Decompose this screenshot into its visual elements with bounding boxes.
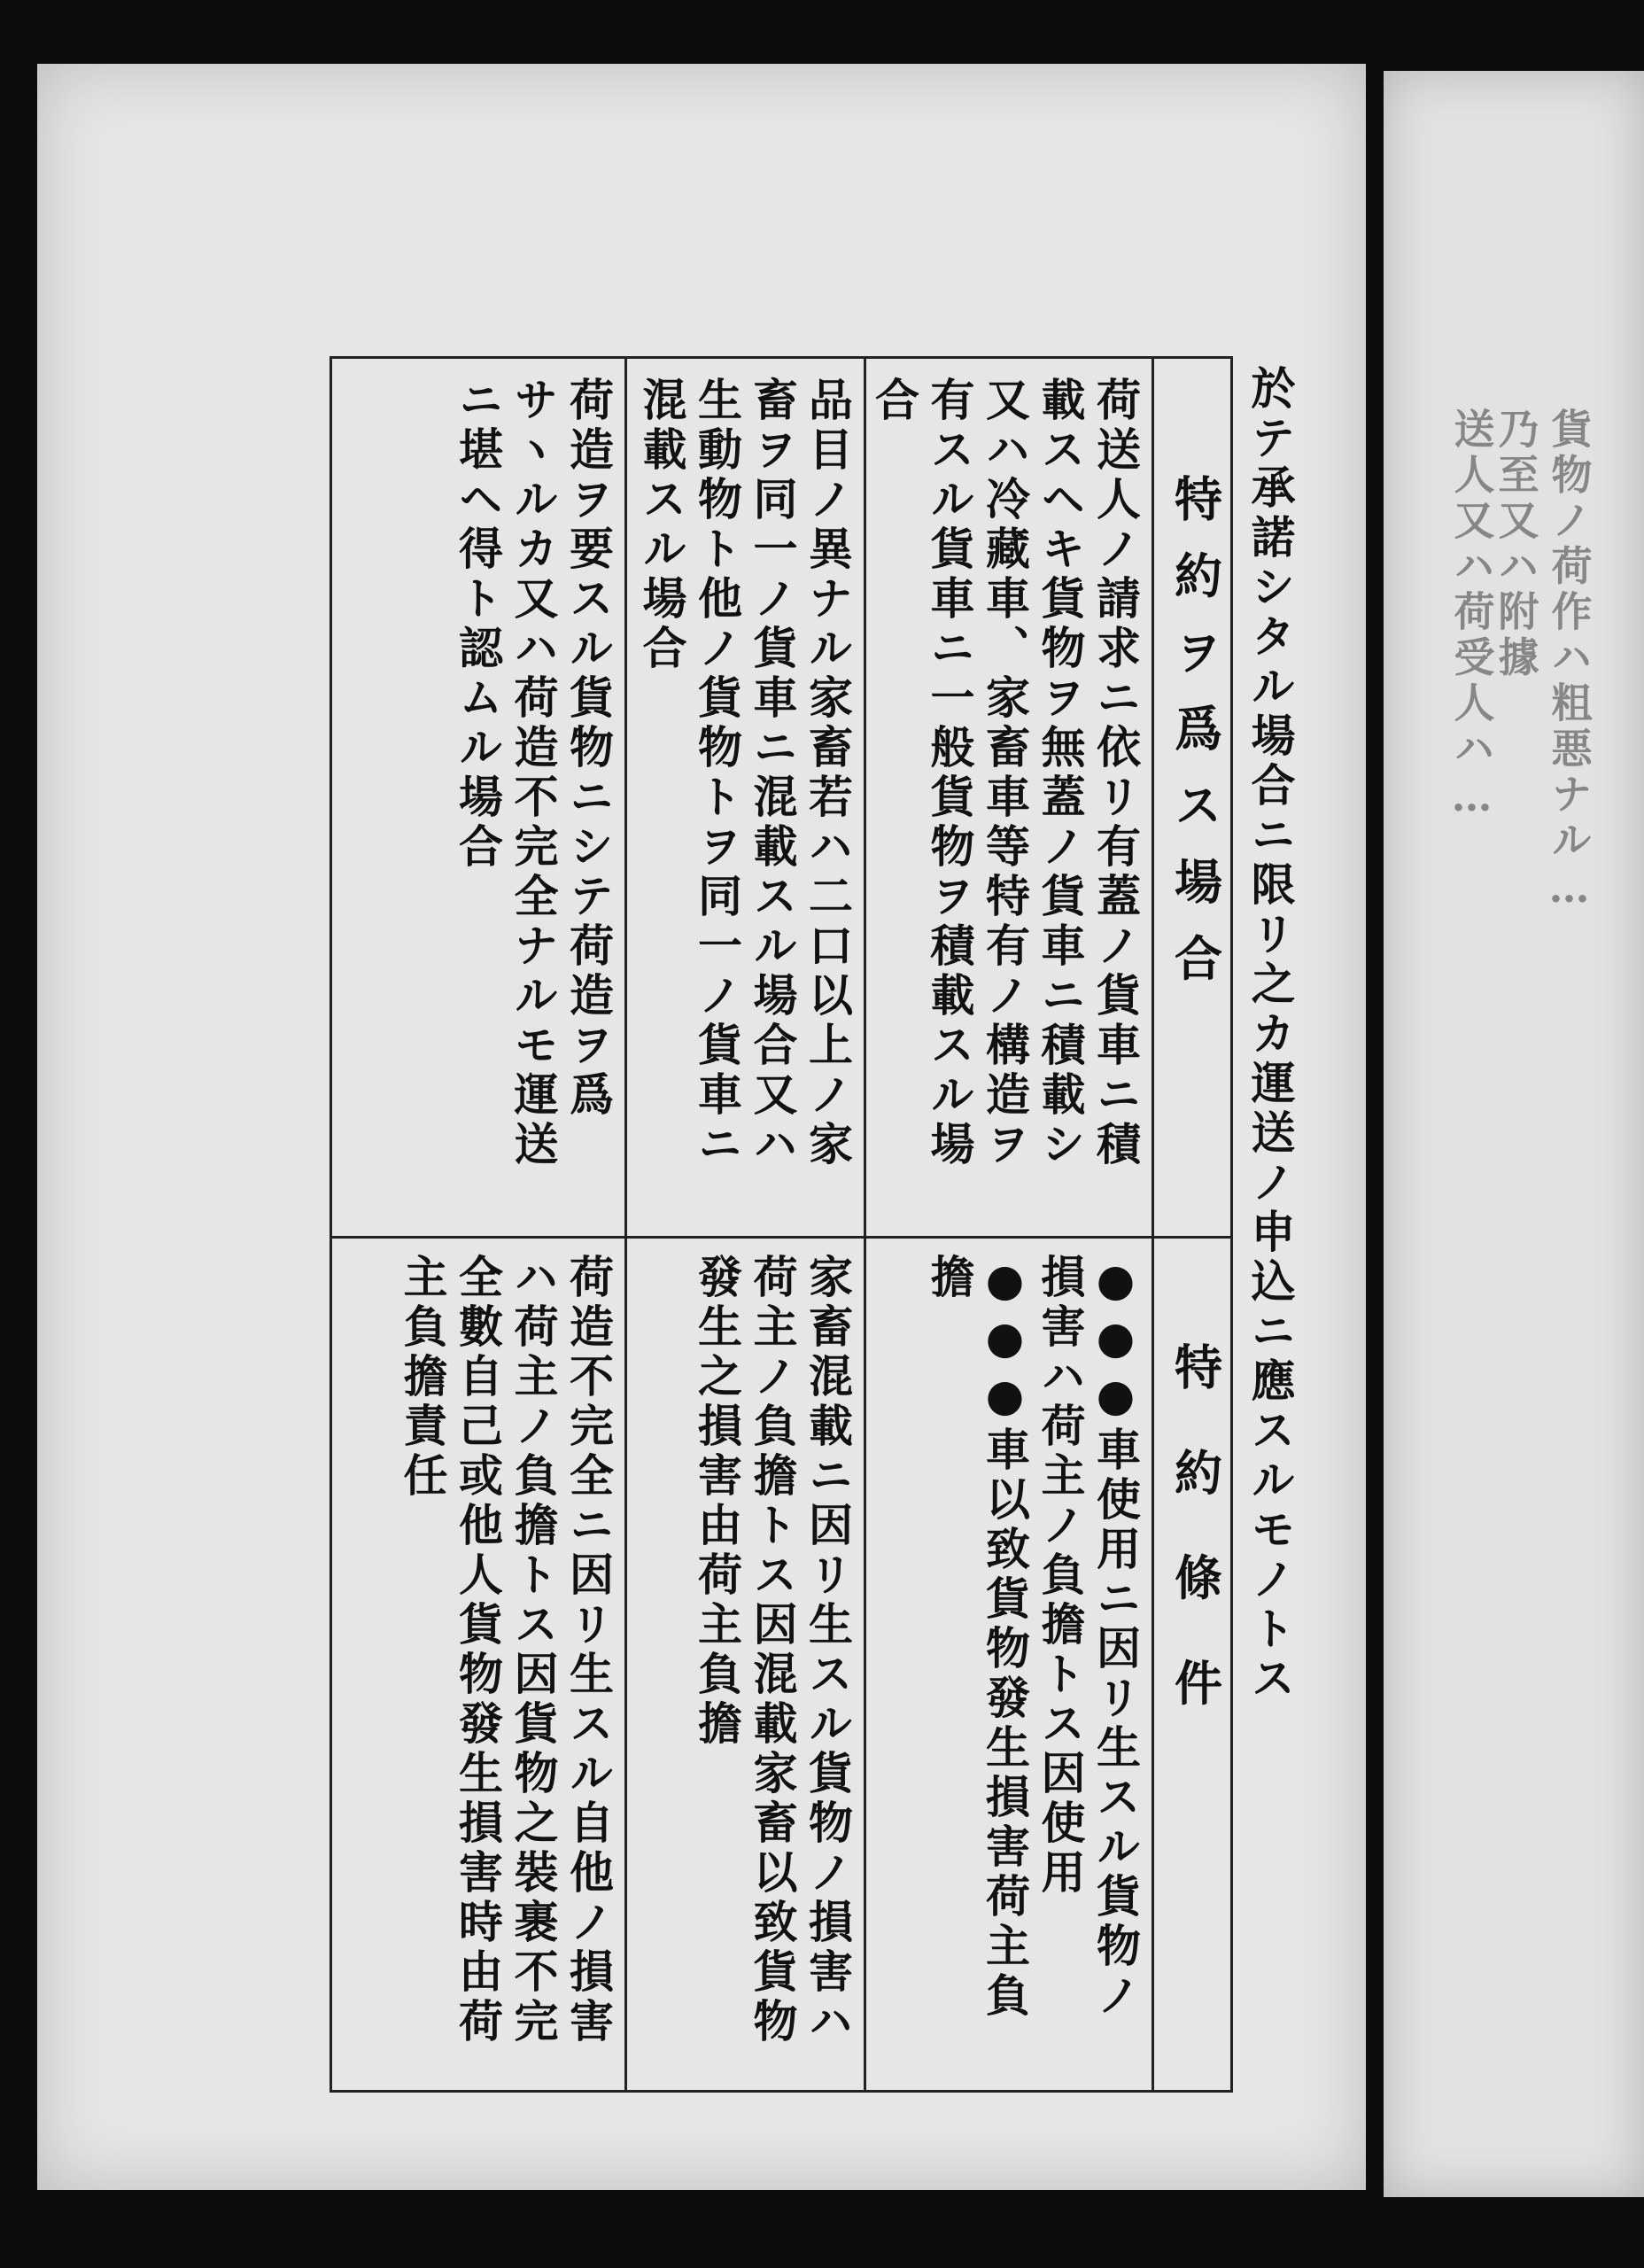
- adjacent-page: [1384, 71, 1644, 2197]
- table-divider-col2: [624, 359, 627, 2090]
- bottom-row-1: ●●●車使用ニ因リ生スル貨物ノ損害ハ荷主ノ負擔トス因使用●●●車以致貨物發生損害荷主負擔: [923, 1254, 1142, 2022]
- adjacent-fragment-1: 貨物ノ荷作ハ粗悪ナル…: [1545, 408, 1594, 917]
- table-divider-header: [1152, 359, 1154, 2090]
- header-top: 特約ヲ爲ス場合: [1167, 474, 1224, 1010]
- top-row-1: 荷送人ノ請求ニ依リ有蓋ノ貨車ニ積載スヘキ貨物ヲ無蓋ノ貨車ニ積載シ又ハ冷藏車、家畜車等特有ノ構造ヲ有スル貨車ニ一般貨物ヲ積載スル場合: [868, 377, 1142, 1170]
- table-divider-horizontal: [332, 1236, 1230, 1239]
- bottom-row-2: 家畜混載ニ因リ生スル貨物ノ損害ハ荷主ノ負擔トス因混載家畜以致貨物發生之損害由荷主負擔: [691, 1254, 854, 2047]
- adjacent-fragment-3: 乃至又ハ附據: [1492, 408, 1540, 682]
- table-divider-col1: [864, 359, 866, 2090]
- left-page: [37, 64, 1366, 2190]
- caption-line: 於テ承諾シタル場合ニ限リ之カ運送ノ申込ニ應スルモノトス: [1244, 365, 1297, 1705]
- top-row-3: 荷造ヲ要スル貨物ニシテ荷造ヲ爲サヽルカ又ハ荷造不完全ナルモ運送ニ堪ヘ得ト認ムル場合: [452, 377, 615, 1170]
- special-contract-table: [330, 356, 1233, 2093]
- header-bottom: 特約條件: [1167, 1342, 1224, 1764]
- bottom-row-3: 荷造不完全ニ因リ生スル自他ノ損害ハ荷主ノ負擔トス因貨物之裝裹不完全數自己或他人貨物發生損害時由荷主負擔責任: [396, 1254, 615, 2047]
- adjacent-fragment-2: 送人又ハ荷受人ハ…: [1447, 408, 1496, 826]
- top-row-2: 品目ノ異ナル家畜若ハ二口以上ノ家畜ヲ同一ノ貨車ニ混載スル場合又ハ生動物ト他ノ貨物トヲ同一ノ貨車ニ混載スル場合: [635, 377, 854, 1170]
